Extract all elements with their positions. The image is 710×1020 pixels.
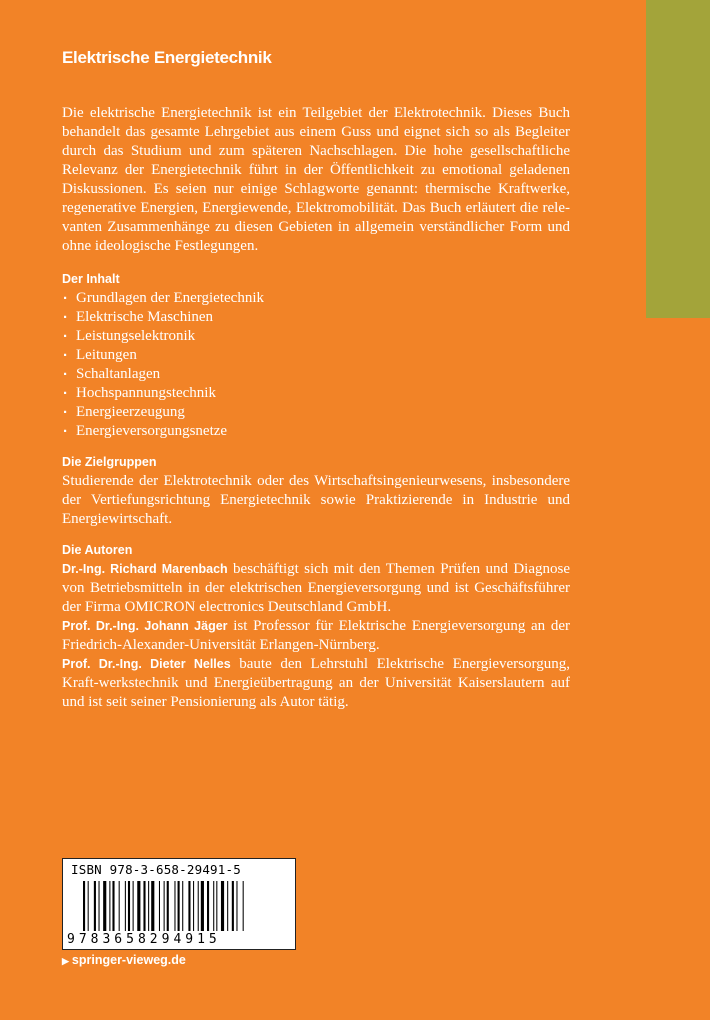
authors-heading: Die Autoren [62, 543, 133, 557]
isbn-barcode [62, 858, 296, 950]
list-item: · Energieversorgungsnetze [62, 422, 570, 441]
intro-line: regenerative Energien, Energiewende, Elektromobilität. Das Buch erläutert die rele- [62, 200, 570, 216]
back-cover-title: Elektrische Energietechnik [62, 48, 272, 67]
author-entry [62, 655, 570, 712]
website-url: springer-vieweg.de [71, 953, 186, 967]
intro-line: Die elektrische Energietechnik ist ein Teilgebiet der Elektrotechnik. Dieses Buch [62, 105, 570, 121]
list-item: · Grundlagen der Energietechnik [62, 289, 570, 308]
author-name: Prof. Dr.-Ing. Johann Jäger [62, 619, 228, 633]
accent-color-bar [646, 0, 710, 318]
isbn-number: ISBN 978-3-658-29491-5 [71, 862, 241, 877]
intro-line: Diskussionen. Es seien nur einige Schlagworte genannt: thermische Kraftwerke, [62, 181, 570, 197]
audience-line: Studierende der Elektrotechnik oder des Wirtschaftsingenieurwesens, insbesondere [62, 473, 570, 489]
barcode-bars [83, 881, 289, 931]
list-item: · Leistungselektronik [62, 327, 570, 346]
contents-list [62, 289, 570, 441]
arrow-right-icon: ▶ [62, 956, 69, 966]
author-name: Prof. Dr.-Ing. Dieter Nelles [62, 657, 231, 671]
author-name: Dr.-Ing. Richard Marenbach [62, 562, 228, 576]
author-bio: ist Professor für Elektrische Energieversorgung an der Friedrich-Alexander-Universität Erlangen-Nürnberg. [62, 618, 570, 653]
audience-heading: Die Zielgruppen [62, 455, 157, 469]
audience-line: Energiewirtschaft. [62, 511, 173, 527]
author-bio: beschäftigt sich mit den Themen Prüfen und Diagnose von Betriebsmitteln in der elektrischen Energieversorgung und ist Geschäftsführer der Firma OMICRON electronics Deutschland GmbH. [62, 561, 571, 615]
list-item: · Elektrische Maschinen [62, 308, 570, 327]
intro-line: ohne ideologische Festlegungen. [62, 238, 259, 254]
barcode-digits: 9783658294915 [67, 932, 221, 947]
intro-line: durch das Studium und zum späteren Nachschlagen. Die hohe gesellschaftliche [62, 143, 570, 159]
intro-line: vanten Zusammenhänge zu diesen Gebieten in allgemein verständlicher Form und [62, 219, 570, 235]
list-item: · Leitungen [62, 346, 570, 365]
author-bio: baute den Lehrstuhl Elektrische Energieversorgung, Kraft-werkstechnik und Energieübertragung an der Universität Kaiserslautern auf und ist seit seiner Pensionierung als Autor tätig. [62, 656, 570, 710]
audience-paragraph [62, 472, 570, 529]
publisher-website [62, 953, 186, 967]
intro-line: behandelt das gesamte Lehrgebiet aus einem Guss und eignet sich so als Begleiter [62, 124, 570, 140]
contents-heading: Der Inhalt [62, 272, 120, 286]
list-item: · Schaltanlagen [62, 365, 570, 384]
intro-line: Relevanz der Energietechnik führt in der Öffentlichkeit zu emotional geladenen [62, 162, 570, 178]
author-entry [62, 560, 570, 617]
list-item: · Energieerzeugung [62, 403, 570, 422]
list-item: · Hochspannungstechnik [62, 384, 570, 403]
back-cover-text [62, 104, 570, 712]
author-entry [62, 617, 570, 655]
intro-paragraph [62, 104, 570, 256]
audience-line: der Vertiefungsrichtung Energietechnik sowie Praktizierende in Industrie und [62, 492, 570, 508]
